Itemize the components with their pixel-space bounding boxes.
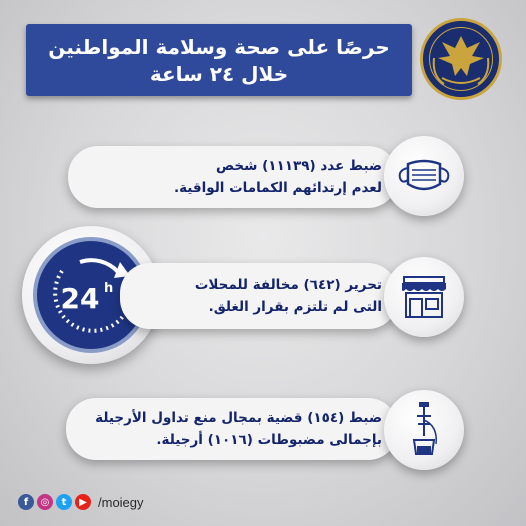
ministry-emblem-logo	[420, 18, 502, 100]
clock-hours-label: 24	[60, 282, 100, 315]
stat-line-1: تحرير (٦٤٢) مخالفة للمحلات	[194, 277, 382, 293]
stat-line-2: التى لم تلتزم بقرار الغلق.	[208, 299, 382, 315]
hookah-icon	[404, 400, 444, 460]
title-banner	[26, 24, 412, 96]
social-footer	[18, 492, 144, 512]
stat-line-2: بإجمالى مضبوطات (١٠١٦) أرجيلة.	[156, 432, 382, 448]
instagram-icon[interactable]: ◎	[37, 494, 53, 510]
eagle-icon	[420, 18, 502, 100]
clock-suffix-label: h	[104, 281, 114, 296]
social-handle[interactable]: /moiegy	[98, 494, 144, 510]
title-line-1: حرصًا على صحة وسلامة المواطنين	[48, 35, 390, 59]
stat-line-1: ضبط (١٥٤) قضية بمجال منع تداول الأرجيلة	[95, 410, 382, 426]
stat-card-masks	[68, 146, 398, 208]
facebook-icon[interactable]: f	[18, 494, 34, 510]
shop-icon	[398, 273, 450, 321]
twitter-icon[interactable]: t	[56, 494, 72, 510]
stat-line-2: لعدم إرتدائهم الكمامات الواقية.	[173, 180, 382, 196]
stat-card-shops	[120, 263, 398, 329]
youtube-icon[interactable]: ▶	[75, 494, 91, 510]
title-line-2: خلال ٢٤ ساعة	[149, 62, 289, 86]
face-mask-icon-badge	[384, 136, 464, 216]
face-mask-icon	[396, 156, 452, 196]
shop-icon-badge	[384, 257, 464, 337]
stat-line-1: ضبط عدد (١١١٣٩) شخص	[215, 158, 382, 174]
stat-card-hookah	[66, 398, 398, 460]
hookah-icon-badge	[384, 390, 464, 470]
